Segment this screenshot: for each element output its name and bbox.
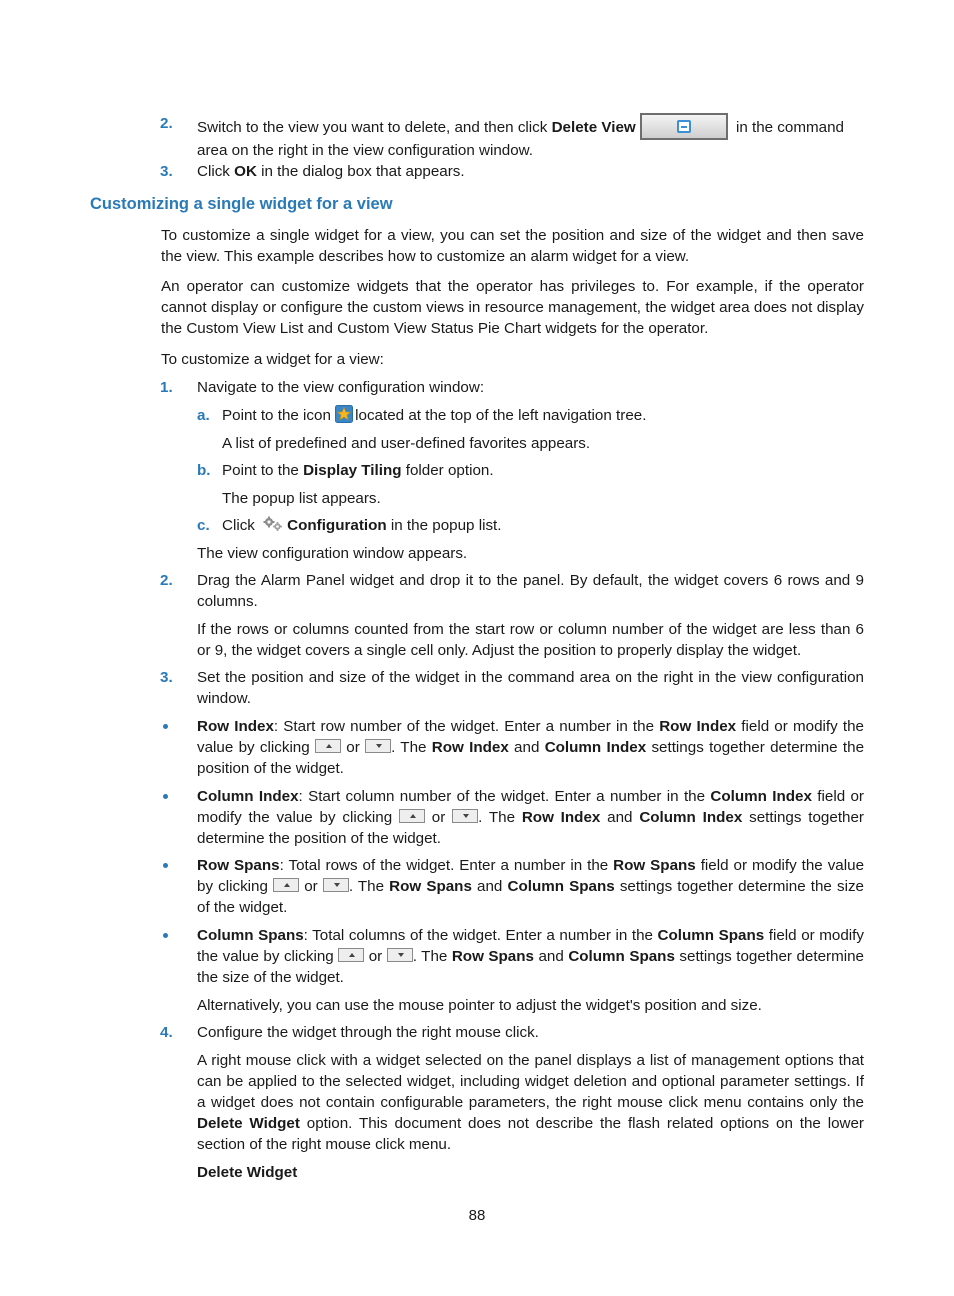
minus-icon: [677, 120, 691, 133]
decrement-button[interactable]: [323, 878, 349, 892]
delete-view-label: Delete View: [551, 119, 636, 136]
step-text-pre: Switch to the view you want to delete, and then click: [197, 119, 552, 136]
substep-letter: a.: [197, 407, 210, 424]
bullet-text: field or modify the value by clicking: [197, 857, 865, 895]
field-name: Row Spans: [389, 878, 472, 895]
step-number: 2.: [160, 115, 173, 132]
step-number: 3.: [160, 163, 173, 180]
bullet-text: . The: [412, 948, 452, 965]
bullet-text: and: [600, 809, 640, 826]
delete-widget-label: Delete Widget: [197, 1115, 300, 1132]
substep-text-post: in the popup list.: [386, 517, 502, 534]
display-tiling-label: Display Tiling: [303, 462, 402, 479]
bullet-dot: [163, 863, 168, 868]
decrement-button[interactable]: [387, 948, 413, 962]
bullet-text: settings together determine the position of the widget.: [197, 809, 864, 847]
step-text: Drag the Alarm Panel widget and drop it to the panel. By default, the widget covers 6 rows and 9 columns.: [197, 572, 864, 610]
field-name: Row Spans: [613, 857, 696, 874]
decrement-button[interactable]: [365, 739, 391, 753]
bullet-term: Row Spans: [197, 857, 280, 874]
increment-button[interactable]: [338, 948, 364, 962]
bullet-text: : Start column number of the widget. Enter a number in the: [298, 788, 711, 805]
section-heading: Customizing a single widget for a view: [90, 195, 393, 213]
increment-button[interactable]: [399, 809, 425, 823]
bullet-text: : Total columns of the widget. Enter a number in the: [303, 927, 658, 944]
bullet-text: field or modify the value by clicking: [197, 788, 864, 826]
bullet-term: Column Spans: [197, 927, 304, 944]
step-number: 3.: [160, 669, 173, 686]
step-result: The view configuration window appears.: [197, 545, 468, 562]
step-text: [197, 113, 864, 161]
alternative-note: Alternatively, you can use the mouse pointer to adjust the widget's position and size.: [197, 997, 762, 1014]
delete-view-button[interactable]: [640, 113, 728, 140]
bullet-text: and: [471, 878, 508, 895]
ok-label: OK: [234, 163, 257, 180]
bullet-text: or: [299, 878, 323, 895]
bullet-text: field or modify the value by clicking: [197, 927, 864, 965]
bullet-text: and: [533, 948, 569, 965]
field-name: Column Index: [639, 809, 743, 826]
bullet-column-index: [197, 786, 864, 849]
bullet-text: settings together determine the size of the widget.: [197, 948, 865, 986]
field-name: Column Spans: [568, 948, 675, 965]
bullet-dot: [163, 794, 168, 799]
substep-text-pre: Click: [222, 517, 260, 534]
substep-letter: c.: [197, 517, 210, 534]
step-number: 1.: [160, 379, 173, 396]
bullet-term: Column Index: [197, 788, 299, 805]
field-name: Column Spans: [657, 927, 765, 944]
bullet-text: settings together determine the size of the widget.: [197, 878, 864, 916]
substep-letter: b.: [197, 462, 211, 479]
configuration-gear-icon[interactable]: [263, 516, 283, 532]
step-number: 2.: [160, 572, 173, 589]
bullet-text: . The: [391, 739, 432, 756]
field-name: Row Index: [431, 739, 509, 756]
procedure-intro: To customize a widget for a view:: [161, 351, 384, 368]
bullet-text: : Total rows of the widget. Enter a number in the: [279, 857, 614, 874]
bullet-text: settings together determine the position of the widget.: [197, 739, 865, 777]
substep-text: [222, 460, 494, 481]
field-name: Row Index: [521, 809, 601, 826]
bullet-text: or: [341, 739, 366, 756]
page-number: 88: [468, 1207, 486, 1224]
increment-button[interactable]: [315, 739, 341, 753]
step-text-pre: Click: [197, 163, 235, 180]
substep-text-post: located at the top of the left navigation tree.: [355, 407, 647, 424]
paragraph-text: A right mouse click with a widget selected on the panel displays a list of management options that can be applied to the selected widget, including widget deletion and optional parameter settings. If a widget does not contain configurable parameters, the right mouse click menu contains only the: [197, 1052, 864, 1111]
step-text: Configure the widget through the right mouse click.: [197, 1024, 539, 1041]
substep-text: [222, 515, 502, 536]
bullet-row-index: [197, 716, 864, 779]
field-name: Column Index: [544, 739, 647, 756]
bullet-text: field or modify the value by clicking: [197, 718, 864, 756]
bullet-text: . The: [348, 878, 390, 895]
intro-paragraph: To customize a single widget for a view, you can set the position and size of the widget and then save the view. This example describes how to customize an alarm widget for a view.: [161, 227, 864, 265]
paragraph-text: option. This document does not describe the flash related options on the lower section of the right mouse click menu.: [197, 1115, 864, 1153]
favorites-star-icon[interactable]: [335, 405, 353, 423]
bullet-row-spans: [197, 855, 864, 918]
bullet-dot: [163, 933, 168, 938]
decrement-button[interactable]: [452, 809, 478, 823]
step-text-post: in the command: [731, 119, 844, 136]
configuration-label: Configuration: [287, 517, 387, 534]
subheading-delete-widget: Delete Widget: [197, 1164, 298, 1181]
bullet-dot: [163, 724, 168, 729]
bullet-term: Row Index: [197, 718, 274, 735]
bullet-text: and: [508, 739, 545, 756]
step-text: Navigate to the view configuration window:: [197, 379, 485, 396]
substep-text-pre: Point to the icon: [222, 407, 336, 424]
step-text-line2: area on the right in the view configuration window.: [197, 142, 534, 159]
increment-button[interactable]: [273, 878, 299, 892]
step-text-post: in the dialog box that appears.: [256, 163, 465, 180]
substep-note: A list of predefined and user-defined favorites appears.: [222, 435, 591, 452]
step-note: If the rows or columns counted from the start row or column number of the widget are less than 6 or 9, the widget covers a single cell only. Adjust the position to properly display the widget.: [197, 621, 864, 659]
step-text: Set the position and size of the widget in the command area on the right in the view configuration window.: [197, 669, 864, 707]
substep-text: [222, 405, 646, 426]
bullet-text: . The: [478, 809, 522, 826]
field-name: Column Index: [710, 788, 812, 805]
bullet-text: or: [364, 948, 387, 965]
substep-text-pre: Point to the: [222, 462, 304, 479]
step-paragraph: [197, 1050, 864, 1155]
substep-note: The popup list appears.: [222, 490, 381, 507]
field-name: Row Spans: [451, 948, 534, 965]
substep-text-post: folder option.: [401, 462, 494, 479]
step-number: 4.: [160, 1024, 173, 1041]
operator-paragraph: An operator can customize widgets that the operator has privileges to. For example, if the operator cannot display or configure the custom views in resource management, the widget area does not display the Custom View List and Custom View Status Pie Chart widgets for the operator.: [161, 278, 864, 337]
field-name: Column Spans: [507, 878, 615, 895]
field-name: Row Index: [659, 718, 737, 735]
step-text: [197, 161, 864, 182]
bullet-text: or: [425, 809, 453, 826]
bullet-column-spans: [197, 925, 864, 988]
bullet-text: : Start row number of the widget. Enter a number in the: [273, 718, 660, 735]
